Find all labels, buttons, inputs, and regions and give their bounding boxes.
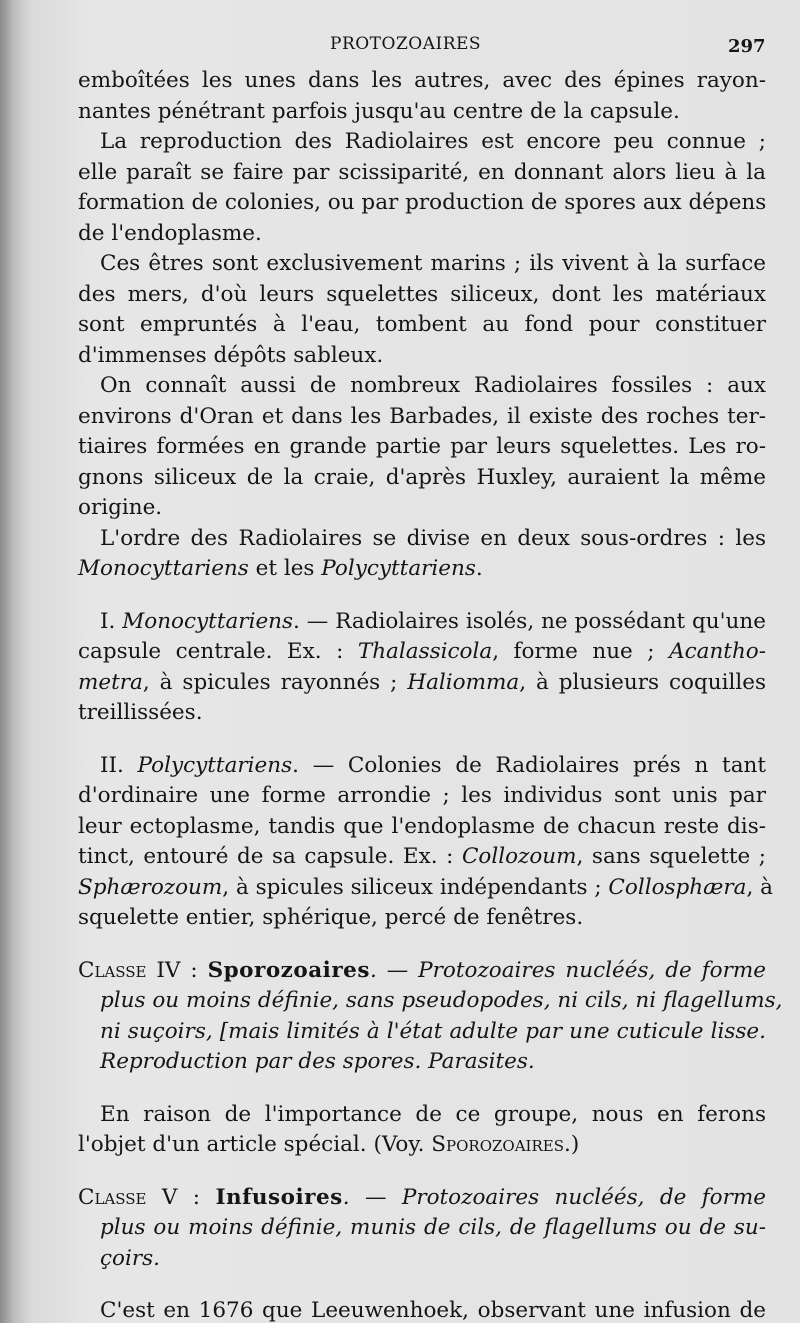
section-number: I. (100, 608, 123, 634)
text-line: treillissées. (78, 700, 203, 725)
text-line: gnons siliceux de la craie, d'après Huxley, auraient la même (78, 464, 766, 490)
text-run: , à spicules siliceux indépendants ; (222, 874, 609, 900)
spacer (78, 729, 766, 751)
text-line: plus ou moins définie, sans pseudopodes, ni cils, ni flagellums, (100, 988, 783, 1013)
taxon-name: Acantho- (669, 639, 767, 664)
paragraph (78, 371, 766, 524)
text-line (78, 956, 766, 987)
text-line: emboîtées les unes dans les autres, avec des épines rayon- (78, 68, 766, 93)
section-monocyttariens (78, 607, 766, 729)
text-line (78, 1183, 766, 1214)
taxon-name: Collozoum (461, 844, 577, 869)
text-run: tinct, entouré de sa capsule. Ex. : (78, 844, 462, 869)
taxon-name: metra (78, 669, 143, 695)
page-header (0, 34, 800, 62)
text-run: , à plusieurs coquilles (519, 669, 766, 695)
text-line (78, 554, 766, 585)
text-line: environs d'Oran et dans les Barbades, il existe des roches ter- (78, 403, 766, 429)
text-line: En raison de l'importance de ce groupe, nous en ferons (100, 1101, 766, 1127)
taxon-name: Polycyttariens (137, 752, 293, 778)
class-definition: . — Protozoaires nucléés, de forme (342, 1184, 766, 1210)
text-line: squelette entier, sphérique, percé de fenêtres. (78, 905, 584, 930)
section-classe-iv (78, 956, 783, 1078)
spacer (78, 1078, 766, 1100)
text-line: tiaires formées en grande partie par leurs squelettes. Les ro- (78, 434, 766, 459)
text-line (78, 751, 766, 782)
text-line: ni suçoirs, [mais limités à l'état adulte par une cuticule lisse. (100, 1018, 766, 1044)
paragraph (78, 249, 766, 371)
text-line: On connaît aussi de nombreux Radiolaires fossiles : aux (100, 373, 766, 398)
text-line: leur ectoplasme, tandis que l'endoplasme de chacun reste dis- (78, 813, 766, 839)
taxon-name: Haliomma (407, 669, 520, 695)
class-name: Sporozoaires (207, 957, 370, 983)
text-run: , forme nue ; (492, 639, 670, 664)
paragraph (78, 127, 766, 249)
taxon-name: Collosphæra (608, 874, 747, 900)
taxon-name: Monocyttariens (78, 556, 249, 581)
text-line: sont empruntés à l'eau, tombent au fond pour constituer (78, 312, 766, 337)
text-line: Ces êtres sont exclusivement marins ; ils vivent à la surface (100, 251, 766, 276)
taxon-name: Sphærozoum (78, 874, 223, 900)
taxon-name: Polycyttariens (321, 556, 476, 581)
paragraph (78, 1100, 766, 1161)
text-line: de l'endoplasme. (78, 220, 262, 246)
spacer (78, 1274, 766, 1296)
text-run: et les (248, 556, 322, 581)
paragraph (78, 66, 766, 127)
text-line: formation de colonies, ou par production de spores aux dépens (78, 190, 767, 215)
text-line: La reproduction des Radiolaires est encore peu connue ; (100, 129, 766, 154)
section-classe-v (78, 1183, 766, 1275)
text-line: nantes pénétrant parfois jusqu'au centre de la capsule. (78, 98, 680, 124)
page-body (78, 66, 783, 1323)
page-number: 297 (728, 36, 766, 57)
text-line: Reproduction par des spores. Parasites. (100, 1049, 535, 1074)
class-name: Infusoires (215, 1184, 343, 1210)
text-line (78, 1130, 766, 1161)
paragraph (78, 1296, 766, 1323)
text-run: , à spicules rayonnés ; (142, 669, 408, 695)
taxon-name: Thalassicola (357, 639, 493, 664)
text-run: .) (564, 1132, 580, 1157)
text-line: origine. (78, 495, 163, 520)
text-line: plus ou moins définie, munis de cils, de flagellums ou de su- (100, 1215, 766, 1240)
section-polycyttariens (78, 751, 773, 934)
text-line: d'ordinaire une forme arrondie ; les individus sont unis par (78, 783, 766, 808)
text-run: l'objet d'un article spécial. (Voy. (78, 1132, 432, 1157)
text-line: L'ordre des Radiolaires se divise en deux sous-ordres : les (100, 525, 766, 551)
text-line (78, 873, 773, 904)
text-line: C'est en 1676 que Leeuwenhoek, observant une infusion de (100, 1298, 766, 1323)
class-label: Classe IV : (78, 957, 208, 983)
text-run: . (475, 556, 483, 581)
text-run: , à (746, 874, 773, 900)
text-line (78, 637, 766, 668)
running-title: PROTOZOAIRES (330, 34, 482, 54)
text-run: . — Colonies de Radiolaires prés n tant (292, 752, 766, 778)
cross-reference: Sporozoaires (431, 1132, 565, 1157)
class-label: Classe V : (78, 1184, 216, 1210)
text-line (78, 607, 766, 638)
spacer (78, 1161, 766, 1183)
text-line: d'immenses dépôts sableux. (78, 342, 384, 368)
text-run: capsule centrale. Ex. : (78, 639, 358, 664)
text-line: des mers, d'où leurs squelettes siliceux, dont les matériaux (78, 281, 766, 307)
section-number: II. (100, 752, 138, 778)
text-run: . — Radiolaires isolés, ne possédant qu'une (293, 608, 766, 634)
taxon-name: Monocyttariens (122, 608, 294, 634)
spacer (78, 934, 766, 956)
paragraph (78, 524, 766, 585)
text-line (78, 842, 766, 873)
spacer (78, 585, 766, 607)
text-line: elle paraît se faire par scissiparité, en donnant alors lieu à la (78, 159, 766, 185)
text-run: , sans squelette ; (576, 844, 766, 869)
class-definition: . — Protozoaires nucléés, de forme (369, 957, 767, 983)
text-line (78, 668, 766, 699)
text-line: çoirs. (100, 1245, 161, 1271)
